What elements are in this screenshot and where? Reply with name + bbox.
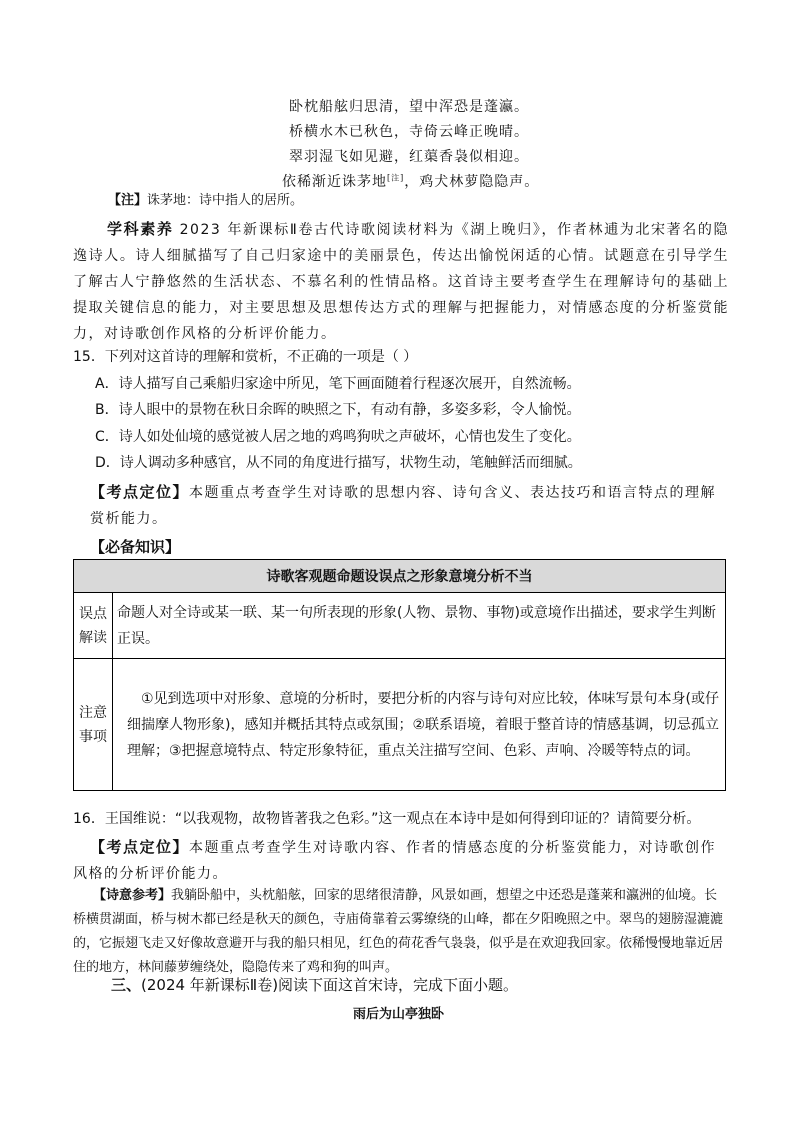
row-label-notes bbox=[74, 659, 113, 791]
poem-line-3: 翠羽湿飞如见避，红蕖香袅似相迎。 bbox=[289, 149, 529, 165]
note-text: 诛茅地：诗中指人的居所。 bbox=[147, 193, 304, 208]
literacy-text: 2023 年新课标Ⅱ卷古代诗歌阅读材料为《湖上晚归》，作者林逋为北宋著名的隐逸诗人。诗人细腻描写了自己归家途中的美丽景色，传达出愉悦闲适的心情。试题意在引导学生了解古人宁静悠然的生活状态、不慕名利的性情品格。这首诗主要考查学生在理解诗句的基础上提取关键信息的能力，对主要思想及思想传达方式的理解与把握能力，对情感态度的分析鉴赏能力，对诗歌创作风格的分析评价能力。 bbox=[73, 222, 730, 342]
q15-option-d: D．诗人调动多种感官，从不同的角度进行描写，状物生动，笔触鲜活而细腻。 bbox=[95, 455, 582, 471]
q15-focus bbox=[90, 479, 730, 532]
row-label-mistake bbox=[74, 593, 113, 659]
knowledge-table-title: 诗歌客观题命题设误点之形象意境分析不当 bbox=[74, 560, 726, 593]
q15-stem: 15．下列对这首诗的理解和赏析，不正确的一项是（ ） bbox=[73, 349, 418, 365]
poem-line-4-end: ，鸡犬林萝隐隐声。 bbox=[404, 174, 540, 190]
next-poem-title: 雨后为山亭独卧 bbox=[353, 1007, 445, 1022]
poem-line-4 bbox=[282, 171, 539, 191]
q16-focus-text: 本题重点考查学生对诗歌内容、作者的情感态度的分析鉴赏能力，对诗歌创作风格的分析评价能力。 bbox=[73, 840, 717, 882]
poem-line-4-start: 依稀渐近诛茅地 bbox=[282, 174, 387, 190]
row-label-notes-2: 事项 bbox=[79, 728, 107, 745]
literacy-label: 学科素养 bbox=[107, 220, 174, 238]
row-content-notes: ①见到选项中对形象、意境的分析时，要把分析的内容与诗句对应比较，体味写景句本身(或仔细揣摩人物形象)，感知并概括其特点或氛围；②联系语境，着眼于整首诗的情感基调，切忌孤立理解；③把握意境特点、特定形象特征，重点关注描写空间、色彩、声响、冷暖等特点的词。 bbox=[113, 659, 726, 791]
row-label-mistake-1: 误点 bbox=[79, 605, 107, 622]
row-label-notes-1: 注意 bbox=[79, 704, 107, 721]
poem-line-2: 桥横水木已秋色，寺倚云峰正晚晴。 bbox=[289, 124, 529, 140]
ref-text: 我躺卧船中，头枕船舷，回家的思绪很清静，风景如画，想望之中还恐是蓬莱和瀛洲的仙境。长桥横贯湖面，桥与树木都已经是秋天的颜色，寺庙倚靠着云雾缭绕的山峰，都在夕阳晚照之中。翠鸟的翅膀湿漉漉的，它振翅飞走又好像故意避开与我的船只相见，红色的荷花香气袅袅，似乎是在欢迎我回家。依稀慢慢地靠近居住的地方，林间藤萝缠绕处，隐隐传来了鸡和狗的叫声。 bbox=[73, 888, 724, 975]
q16-poem-reference bbox=[73, 884, 729, 980]
poem-line-1: 卧枕船舷归思清，望中浑恐是蓬瀛。 bbox=[289, 99, 529, 115]
row-content-mistake: 命题人对全诗或某一联、某一句所表现的形象(人物、景物、事物)或意境作出描述，要求学生判断正误。 bbox=[113, 593, 726, 659]
q16-focus bbox=[73, 834, 729, 887]
note-mark: [注] bbox=[387, 173, 405, 183]
knowledge-table bbox=[73, 559, 726, 791]
q15-focus-text: 本题重点考查学生对诗歌的思想内容、诗句含义、表达技巧和语言特点的理解赏析能力。 bbox=[90, 485, 717, 527]
section-three-text: (2024 年新课标Ⅱ卷)阅读下面这首宋诗，完成下面小题。 bbox=[141, 976, 519, 994]
q16-focus-label: 【考点定位】 bbox=[90, 838, 190, 856]
q15-option-b: B．诗人眼中的景物在秋日余晖的映照之下，有动有静，多姿多彩，令人愉悦。 bbox=[95, 402, 581, 418]
poem-note bbox=[108, 188, 303, 214]
knowledge-label: 【必备知识】 bbox=[90, 538, 181, 556]
q15-option-c: C．诗人如处仙境的感觉被人居之地的鸡鸣狗吠之声破坏，心情也发生了变化。 bbox=[95, 429, 581, 445]
note-label: 【注】 bbox=[108, 193, 148, 208]
row-label-mistake-2: 解读 bbox=[79, 629, 107, 646]
q16-stem: 16．王国维说：“以我观物，故物皆著我之色彩。”这一观点在本诗中是如何得到印证的？请简要分析。 bbox=[73, 811, 701, 827]
section-three bbox=[111, 972, 518, 998]
ref-label: 【诗意参考】 bbox=[93, 888, 172, 903]
q15-option-a: A．诗人描写自己乘船归家途中所见，笔下画面随着行程逐次展开，自然流畅。 bbox=[95, 376, 581, 392]
literacy-paragraph bbox=[73, 216, 729, 347]
q15-focus-label: 【考点定位】 bbox=[90, 483, 190, 501]
section-three-number: 三、 bbox=[111, 976, 142, 994]
